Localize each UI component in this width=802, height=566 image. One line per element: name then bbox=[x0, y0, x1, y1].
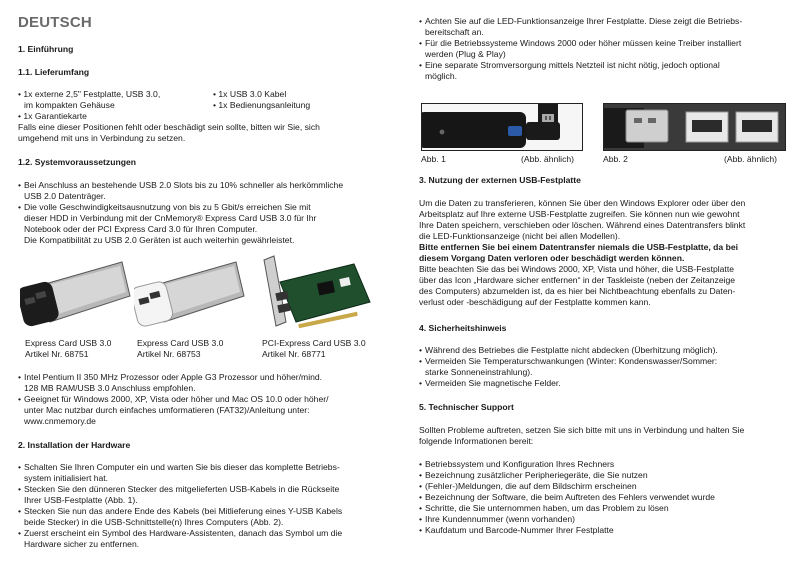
section-5-heading: 5. Technischer Support bbox=[419, 402, 514, 412]
list-item: • Bezeichnung zusätzlicher Peripheriegeräte, die Sie nutzen bbox=[419, 470, 799, 481]
contents-list-right bbox=[213, 89, 383, 111]
list-item: • (Fehler-)Meldungen, die auf dem Bildschirm erscheinen bbox=[419, 481, 799, 492]
list-item: • Stecken Sie den dünneren Stecker des mitgelieferten USB-Kabels in die Rückseite Ihrer USB-Festplatte (Abb. 1). bbox=[18, 484, 398, 506]
list-item: • Schalten Sie Ihren Computer ein und warten Sie bis dieser das komplette Betriebs- system initialisiert hat. bbox=[18, 462, 398, 484]
contents-note: Falls eine dieser Positionen fehlt oder beschädigt sein sollte, bitten wir Sie, sich umgehend mit uns in Verbindung zu setzen. bbox=[18, 122, 320, 143]
safety-list bbox=[419, 345, 799, 389]
support-list bbox=[419, 459, 799, 536]
product-caption-2: Express Card USB 3.0 Artikel Nr. 68753 bbox=[137, 338, 224, 359]
product-caption-1: Express Card USB 3.0 Artikel Nr. 68751 bbox=[25, 338, 112, 359]
list-item: • 1x Bedienungsanleitung bbox=[213, 100, 311, 110]
list-item: • Intel Pentium II 350 MHz Prozessor oder Apple G3 Prozessor und höher/mind. 128 MB RAM/USB 3.0 Anschluss empfohlen. bbox=[18, 372, 398, 394]
section-1-1-heading: 1.1. Lieferumfang bbox=[18, 67, 90, 77]
list-item: • Ihre Kundennummer (wenn vorhanden) bbox=[419, 514, 799, 525]
list-item-cont: im kompakten Gehäuse bbox=[24, 100, 115, 110]
list-item: • Schritte, die Sie unternommen haben, um das Problem zu lösen bbox=[419, 503, 799, 514]
section-2-heading: 2. Installation der Hardware bbox=[18, 440, 131, 450]
figure-1-note: (Abb. ähnlich) bbox=[521, 154, 575, 164]
requirements-list-2 bbox=[18, 372, 398, 427]
list-item: • Vermeiden Sie magnetische Felder. bbox=[419, 378, 799, 389]
list-item: • Zuerst erscheint ein Symbol des Hardware-Assistenten, danach das Symbol um die Hardware sicher zu entfernen. bbox=[18, 528, 398, 550]
figure-1-label: Abb. 1 bbox=[421, 154, 446, 164]
list-item: • Bezeichnung der Software, die beim Auftreten des Fehlers verwendet wurde bbox=[419, 492, 799, 503]
usage-text: Um die Daten zu transferieren, können Sie über den Windows Explorer oder über den Arbeitsplatz auf Ihre externe USB-Festplatte zugreifen. Sie können nun wie gewohnt Ihre Daten speichern, verschieben oder löschen. Während eines Datentransfers blinkt die LED-Funktionsanzeige (nicht bei allen Modellen). Bitte entfernen Sie bei einem Datentransfer niemals die USB-Festplatte, da bei diesem Vorgang Daten verloren oder beschädigt werden können. Bitte beachten Sie das bei Windows 2000, XP, Vista und höher, die USB-Festplatte über das Icon „Hardware sicher entfernen“ in der Taskleiste (neben der Zeitanzeige des Computers) abzumelden ist, da es hier bei Nichtbeachtung ebenfalls zu Daten- verlust oder -beschädigung auf der Festplatte kommen kann. bbox=[419, 198, 746, 307]
list-item: • Vermeiden Sie Temperaturschwankungen (Winter: Kondenswasser/Sommer: starke Sonneneinstrahlung). bbox=[419, 356, 799, 378]
language-title: DEUTSCH bbox=[18, 14, 92, 31]
figure-2-label: Abb. 2 bbox=[603, 154, 628, 164]
list-item: • Kaufdatum und Barcode-Nummer Ihrer Festplatte bbox=[419, 525, 799, 536]
figure-1-image bbox=[421, 103, 583, 151]
installation-list bbox=[18, 462, 398, 550]
list-item: • Betriebssystem und Konfiguration Ihres Rechners bbox=[419, 459, 799, 470]
section-3-heading: 3. Nutzung der externen USB-Festplatte bbox=[419, 175, 581, 185]
figure-2-note: (Abb. ähnlich) bbox=[724, 154, 778, 164]
list-item: • Für die Betriebssysteme Windows 2000 oder höher müssen keine Treiber installiert werden (Plug & Play) bbox=[419, 38, 789, 60]
list-item: • Bei Anschluss an bestehende USB 2.0 Slots bis zu 10% schneller als herkömmliche USB 2.0 Datenträger. bbox=[18, 180, 398, 202]
list-item: • Stecken Sie nun das andere Ende des Kabels (bei Mitlieferung eines Y-USB Kabels beide Stecker) in die USB-Schnittstelle(n) Ihres Computers (Abb. 2). bbox=[18, 506, 398, 528]
led-notes-list bbox=[419, 16, 789, 82]
express-card-white-photo bbox=[134, 256, 246, 330]
list-item: • 1x Garantiekarte bbox=[18, 111, 87, 121]
support-intro: Sollten Probleme auftreten, setzen Sie sich bitte mit uns in Verbindung und halten Sie folgende Informationen bereit: bbox=[419, 425, 745, 446]
section-1-heading: 1. Einführung bbox=[18, 44, 74, 54]
list-item: • Achten Sie auf die LED-Funktionsanzeige Ihrer Festplatte. Diese zeigt die Betriebs- bereitschaft an. bbox=[419, 16, 789, 38]
pci-express-card-photo bbox=[258, 252, 376, 334]
requirements-list bbox=[18, 180, 398, 246]
product-caption-3: PCI-Express Card USB 3.0 Artikel Nr. 68771 bbox=[262, 338, 366, 359]
section-4-heading: 4. Sicherheitshinweis bbox=[419, 323, 507, 333]
contents-list-left bbox=[18, 89, 218, 122]
list-item: • Die volle Geschwindigkeitsausnutzung von bis zu 5 Gbit/s erreichen Sie mit dieser HDD in Verbindung mit der CnMemory® Express Card USB 3.0 für Ihr Notebook oder der PCI Express Card 3.0 für Ihren Computer. Die Kompatibilität zu USB 2.0 Geräten ist auch weiterhin gewährleistet. bbox=[18, 202, 398, 246]
section-1-2-heading: 1.2. Systemvoraussetzungen bbox=[18, 157, 136, 167]
list-item: • 1x externe 2,5" Festplatte, USB 3.0, bbox=[18, 89, 161, 99]
figure-2-image bbox=[603, 103, 786, 151]
list-item: • Geeignet für Windows 2000, XP, Vista oder höher und Mac OS 10.0 oder höher/ unter Mac nutzbar durch einfaches umformatieren (FAT32)/Anleitung unter: www.cnmemory.de bbox=[18, 394, 398, 427]
list-item: • Während des Betriebes die Festplatte nicht abdecken (Überhitzung möglich). bbox=[419, 345, 799, 356]
list-item: • Eine separate Stromversorgung mittels Netzteil ist nicht nötig, jedoch optional möglich. bbox=[419, 60, 789, 82]
list-item: • 1x USB 3.0 Kabel bbox=[213, 89, 287, 99]
express-card-black-photo bbox=[20, 256, 132, 330]
